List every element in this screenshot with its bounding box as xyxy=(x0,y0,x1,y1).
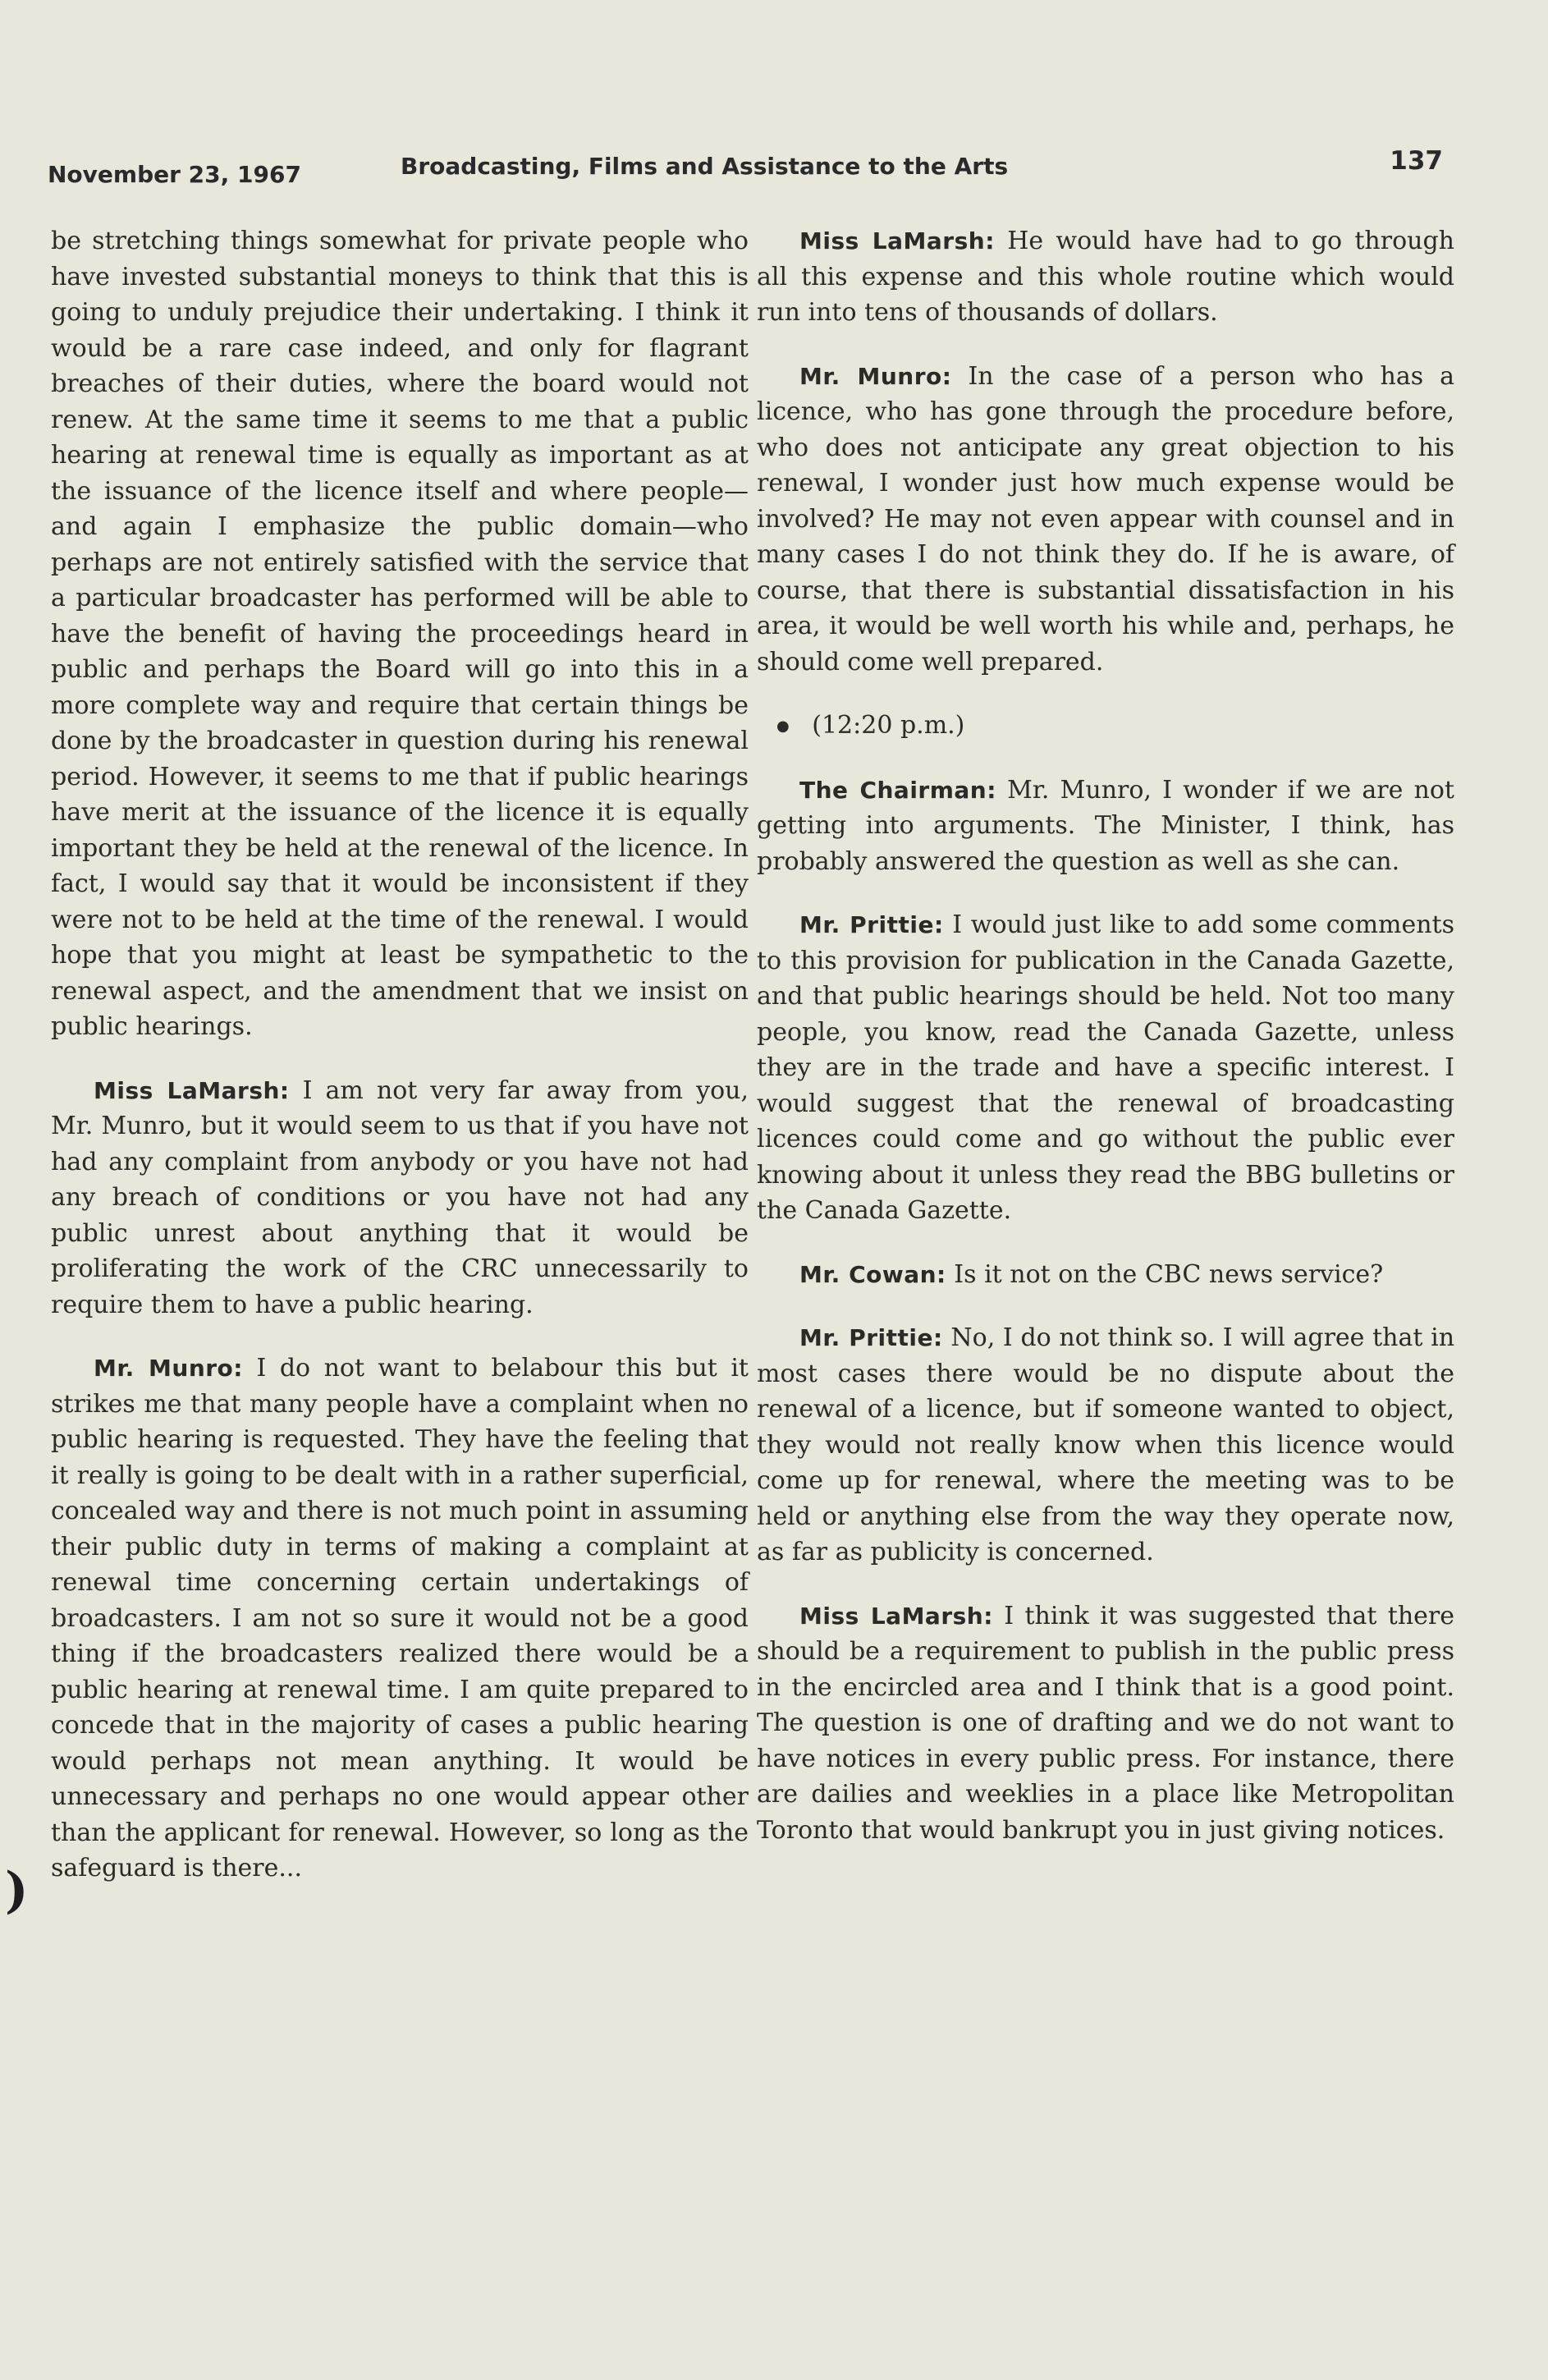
margin-mark: ) xyxy=(5,1862,29,1919)
paragraph-text: He would have had to go through all this expense and this whole routine which would run into tens of thousands of dollars. xyxy=(757,227,1454,327)
paragraph xyxy=(51,1073,749,1323)
speaker-name: Mr. Cowan: xyxy=(799,1260,946,1288)
bullet-icon: ● xyxy=(776,718,790,736)
paragraph xyxy=(757,1257,1454,1293)
paragraph xyxy=(757,223,1454,331)
speaker-name: Miss LaMarsh: xyxy=(94,1076,290,1104)
paragraph xyxy=(757,907,1454,1229)
paragraph xyxy=(757,773,1454,880)
paragraph xyxy=(51,223,749,1045)
speaker-name: Miss LaMarsh: xyxy=(799,227,995,255)
speaker-name: Mr. Prittie: xyxy=(799,1324,943,1352)
speaker-name: Mr. Prittie: xyxy=(799,911,944,939)
header-title: Broadcasting, Films and Assistance to the Arts xyxy=(401,153,1009,180)
paragraph-text: I would just like to add some comments to this provision for publication in the Canada Gazette, and that public hearings should be held. Not too many people, you know, read the Canada Gazette, unless they are in the trade and have a specific interest. I would suggest that the renewal of broadcasting licences could come and go without the public ever knowing about it unless they read the BBG bulletins or the Canada Gazette. xyxy=(757,910,1455,1226)
timestamp: (12:20 p.m.) xyxy=(812,711,965,740)
speaker-name: Mr. Munro: xyxy=(799,362,952,390)
paragraph-text: Is it not on the CBC news service? xyxy=(954,1259,1384,1289)
running-header xyxy=(48,146,1443,187)
speaker-name: Mr. Munro: xyxy=(94,1355,243,1382)
paragraph-text: I am not very far away from you, Mr. Munro, but it would seem to us that if you have not had any complaint from anybody or you have not had any breach of conditions or you have not had any public unrest about anything that it would be proliferating the work of the CRC unnecessarily to require them to have a public hearing. xyxy=(51,1075,749,1319)
paragraph xyxy=(757,1598,1454,1849)
paragraph xyxy=(51,1351,749,1887)
speaker-name: Miss LaMarsh: xyxy=(799,1602,993,1630)
header-date: November 23, 1967 xyxy=(48,161,301,188)
paragraph-text: In the case of a person who has a licence, who has gone through the procedure before, who does not anticipate any great objection to his renewal, I wonder just how much expense would be involved? He may not even appear with counsel and in many cases I do not think they do. If he is aware, of course, that there is substantial dissatisfaction in his area, it would be well worth his while and, perhaps, he should come well prepared. xyxy=(757,361,1454,676)
page-number: 137 xyxy=(1390,146,1443,176)
paragraph xyxy=(757,1320,1454,1571)
speaker-name: The Chairman: xyxy=(799,776,996,804)
paragraph-text: I do not want to belabour this but it strikes me that many people have a complaint when no public hearing is requested. They have the feeling that it really is going to be dealt with in a rather superficial, concealed way and there is not much point in assuming their public duty in terms of making a complaint at renewal time concerning certain undertakings of broadcasters. I am not so sure it would not be a good thing if the broadcasters realized there would be a public hearing at renewal time. I am quite prepared to concede that in the majority of cases a public hearing would perhaps not mean anything. It would be unnecessary and perhaps no one would appear other than the applicant for renewal. However, so long as the safeguard is there... xyxy=(51,1354,749,1882)
paragraph-text: No, I do not think so. I will agree that in most cases there would be no dispute about the renewal of a licence, but if someone wanted to object, they would not really know when this licence would come up for renewal, where the meeting was to be held or anything else from the way they operate now, as far as publicity is concerned. xyxy=(757,1323,1455,1567)
paragraph xyxy=(757,359,1454,681)
paragraph-text: Mr. Munro, I wonder if we are not getting into arguments. The Minister, I think, has probably answered the question as well as she can. xyxy=(757,775,1454,876)
left-column xyxy=(51,223,749,1915)
timestamp-paragraph xyxy=(757,708,1454,745)
paragraph-text: I think it was suggested that there should be a requirement to publish in the public press in the encircled area and I think that is a good point. The question is one of drafting and we do not want to have notices in every public press. For instance, there are dailies and weeklies in a place like Metropolitan Toronto that would bankrupt you in just giving notices. xyxy=(757,1601,1454,1845)
paragraph-text: be stretching things somewhat for private people who have invested substantial moneys to think that this is going to unduly prejudice their undertaking. I think it would be a rare case indeed, and only for flagrant breaches of their duties, where the board would not renew. At the same time it seems to me that a public hearing at renewal time is equally as important as at the issuance of the licence itself and where people—and again I emphasize the public domain—who perhaps are not entirely satisfied with the service that a particular broadcaster has performed will be able to have the benefit of having the proceedings heard in public and perhaps the Board will go into this in a more complete way and require that certain things be done by the broadcaster in question during his renewal period. However, it seems to me that if public hearings have merit at the issuance of the licence it is equally important they be held at the renewal of the licence. In fact, I would say that it would be inconsistent if they were not to be held at the time of the renewal. I would hope that you might at least be sympathetic to the renewal aspect, and the amendment that we insist on public hearings. xyxy=(51,227,749,1041)
right-column xyxy=(757,223,1454,1876)
